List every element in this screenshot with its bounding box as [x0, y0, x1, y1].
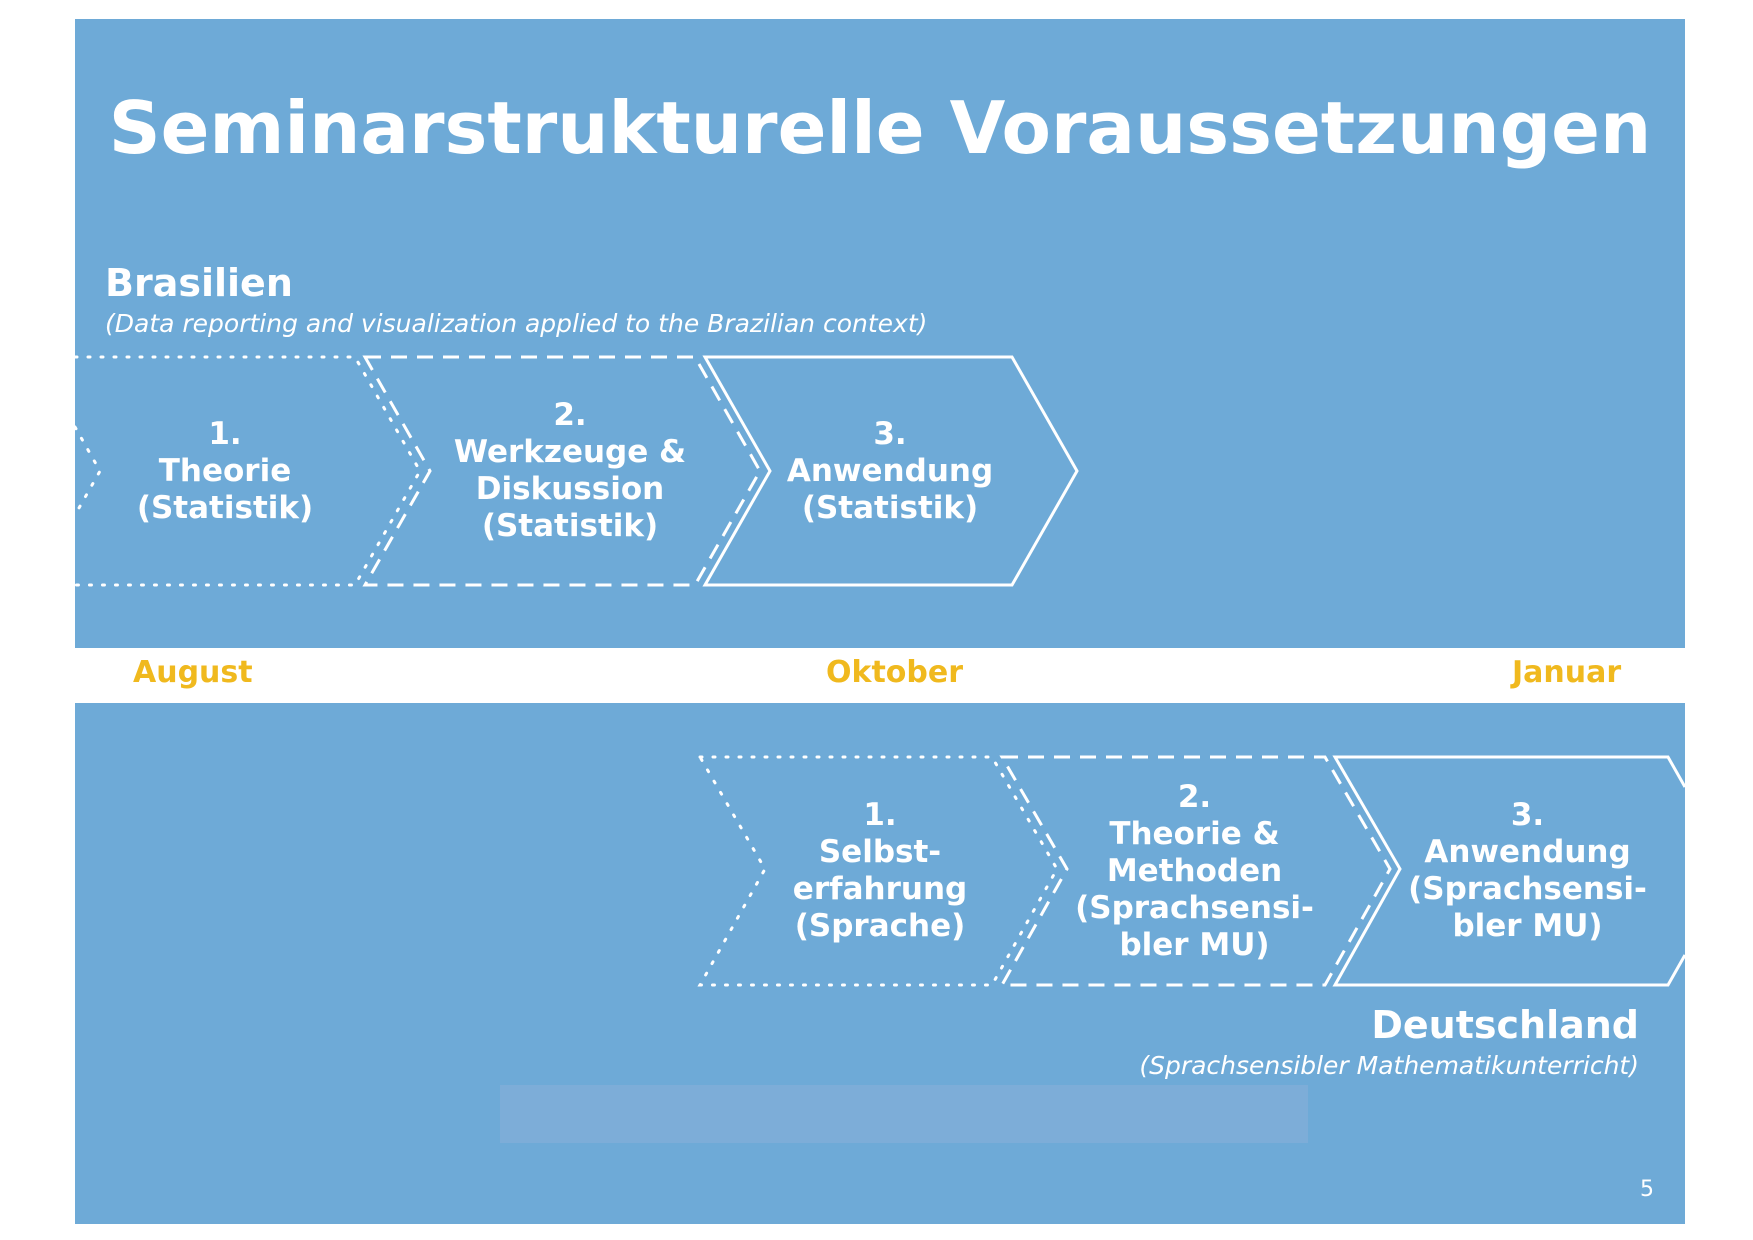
phase-number: 3. — [873, 415, 907, 452]
deutschland-heading: Deutschland — [1371, 1003, 1639, 1047]
phase-line: bler MU) — [1452, 908, 1603, 944]
brasilien-heading: Brasilien — [105, 261, 293, 305]
phase-line: Anwendung — [786, 452, 994, 489]
month-august: August — [133, 655, 253, 690]
phase-number: 2. — [553, 397, 587, 433]
phase-line: (Statistik) — [801, 489, 979, 526]
phase-line: (Statistik) — [136, 489, 314, 526]
phase-line: erfahrung — [792, 871, 968, 907]
deutschland-phase-2 — [1067, 757, 1322, 985]
phase-line: Anwendung — [1424, 834, 1631, 870]
phase-line: Werkzeuge & — [453, 434, 687, 470]
phase-line: Theorie & — [1109, 815, 1280, 852]
month-januar: Januar — [1512, 655, 1622, 690]
phase-line: (Sprachsensi- — [1075, 889, 1314, 926]
brasilien-phase-3 — [770, 357, 1010, 585]
phase-line: (Statistik) — [481, 508, 659, 544]
deutschland-subtitle: (Sprachsensibler Mathematikunterricht) — [1139, 1051, 1639, 1080]
phase-line: Diskussion — [475, 471, 665, 507]
phase-number: 1. — [863, 797, 897, 833]
brasilien-subtitle: (Data reporting and visualization applied to the Brazilian context) — [105, 309, 928, 338]
phase-number: 3. — [1510, 797, 1545, 833]
phase-line: Selbst- — [818, 834, 942, 870]
phase-line: bler MU) — [1119, 926, 1270, 963]
phase-line: (Sprache) — [794, 908, 966, 944]
phase-line: Theorie — [158, 452, 292, 489]
brasilien-phase-1 — [100, 357, 350, 585]
slide-title: Seminarstrukturelle Voraussetzungen — [108, 86, 1652, 170]
month-oktober: Oktober — [826, 655, 964, 690]
phase-line: (Sprachsensi- — [1408, 871, 1647, 907]
page-number: 5 — [1640, 1177, 1654, 1202]
phase-number: 1. — [208, 415, 242, 452]
brasilien-phase-2 — [430, 357, 710, 585]
faded-placeholder-box — [500, 1085, 1308, 1143]
deutschland-phase-3 — [1400, 757, 1655, 985]
phase-line: Methoden — [1106, 852, 1283, 889]
deutschland-phase-1 — [765, 757, 995, 985]
phase-number: 2. — [1177, 778, 1212, 815]
